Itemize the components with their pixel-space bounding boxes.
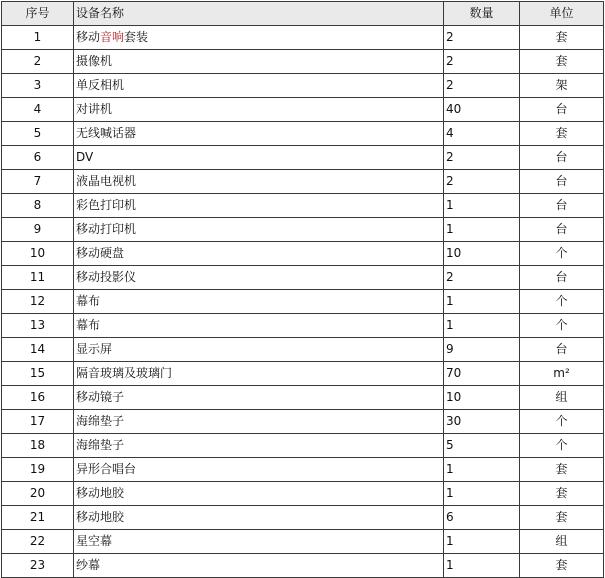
table-row xyxy=(2,554,604,578)
cell-name: 移动硬盘 xyxy=(74,242,444,266)
header-index: 序号 xyxy=(2,2,74,26)
cell-name: DV xyxy=(74,146,444,170)
cell-index: 16 xyxy=(2,386,74,410)
cell-quantity: 10 xyxy=(444,386,520,410)
cell-index: 23 xyxy=(2,554,74,578)
cell-index: 4 xyxy=(2,98,74,122)
cell-index: 10 xyxy=(2,242,74,266)
table-row xyxy=(2,26,604,50)
cell-unit: 组 xyxy=(520,386,604,410)
cell-unit: 个 xyxy=(520,290,604,314)
cell-quantity: 2 xyxy=(444,170,520,194)
cell-name: 单反相机 xyxy=(74,74,444,98)
cell-quantity: 2 xyxy=(444,50,520,74)
cell-index: 8 xyxy=(2,194,74,218)
cell-quantity: 70 xyxy=(444,362,520,386)
cell-unit: 台 xyxy=(520,218,604,242)
cell-name: 纱幕 xyxy=(74,554,444,578)
cell-unit: 套 xyxy=(520,506,604,530)
cell-index: 17 xyxy=(2,410,74,434)
table-row xyxy=(2,290,604,314)
cell-unit: 套 xyxy=(520,26,604,50)
cell-unit: m² xyxy=(520,362,604,386)
cell-name: 海绵垫子 xyxy=(74,434,444,458)
cell-name: 液晶电视机 xyxy=(74,170,444,194)
table-row xyxy=(2,314,604,338)
cell-quantity: 2 xyxy=(444,266,520,290)
cell-name: 移动地胶 xyxy=(74,482,444,506)
cell-unit: 台 xyxy=(520,338,604,362)
cell-name: 星空幕 xyxy=(74,530,444,554)
cell-name: 异形合唱台 xyxy=(74,458,444,482)
cell-quantity: 2 xyxy=(444,146,520,170)
cell-unit: 台 xyxy=(520,146,604,170)
cell-unit: 台 xyxy=(520,170,604,194)
cell-name: 移动投影仪 xyxy=(74,266,444,290)
cell-name: 幕布 xyxy=(74,290,444,314)
table-row xyxy=(2,194,604,218)
cell-quantity: 10 xyxy=(444,242,520,266)
cell-index: 13 xyxy=(2,314,74,338)
cell-unit: 套 xyxy=(520,482,604,506)
cell-index: 11 xyxy=(2,266,74,290)
cell-unit: 台 xyxy=(520,266,604,290)
cell-index: 18 xyxy=(2,434,74,458)
cell-index: 22 xyxy=(2,530,74,554)
cell-unit: 套 xyxy=(520,50,604,74)
name-part: 套装 xyxy=(124,30,149,44)
cell-name: 移动镜子 xyxy=(74,386,444,410)
cell-index: 19 xyxy=(2,458,74,482)
cell-name xyxy=(74,26,444,50)
table-body xyxy=(2,2,604,578)
cell-unit: 个 xyxy=(520,434,604,458)
cell-quantity: 1 xyxy=(444,554,520,578)
table-row xyxy=(2,218,604,242)
header-unit: 单位 xyxy=(520,2,604,26)
cell-quantity: 1 xyxy=(444,482,520,506)
equipment-table xyxy=(1,1,604,578)
cell-quantity: 2 xyxy=(444,26,520,50)
cell-index: 7 xyxy=(2,170,74,194)
cell-quantity: 1 xyxy=(444,218,520,242)
cell-unit: 套 xyxy=(520,458,604,482)
cell-index: 3 xyxy=(2,74,74,98)
cell-quantity: 1 xyxy=(444,530,520,554)
table-header-row xyxy=(2,2,604,26)
table-row xyxy=(2,410,604,434)
cell-name: 海绵垫子 xyxy=(74,410,444,434)
cell-name: 对讲机 xyxy=(74,98,444,122)
table-row xyxy=(2,146,604,170)
cell-quantity: 2 xyxy=(444,74,520,98)
cell-index: 9 xyxy=(2,218,74,242)
cell-unit: 套 xyxy=(520,554,604,578)
cell-unit: 架 xyxy=(520,74,604,98)
cell-name: 无线喊话器 xyxy=(74,122,444,146)
cell-quantity: 30 xyxy=(444,410,520,434)
cell-quantity: 40 xyxy=(444,98,520,122)
cell-index: 20 xyxy=(2,482,74,506)
cell-quantity: 1 xyxy=(444,194,520,218)
table-row xyxy=(2,506,604,530)
cell-index: 2 xyxy=(2,50,74,74)
cell-index: 21 xyxy=(2,506,74,530)
cell-unit: 台 xyxy=(520,98,604,122)
cell-name: 幕布 xyxy=(74,314,444,338)
table-row xyxy=(2,434,604,458)
cell-quantity: 9 xyxy=(444,338,520,362)
cell-quantity: 5 xyxy=(444,434,520,458)
cell-quantity: 6 xyxy=(444,506,520,530)
cell-name: 显示屏 xyxy=(74,338,444,362)
cell-index: 6 xyxy=(2,146,74,170)
cell-name: 摄像机 xyxy=(74,50,444,74)
cell-index: 1 xyxy=(2,26,74,50)
cell-quantity: 1 xyxy=(444,290,520,314)
cell-unit: 个 xyxy=(520,242,604,266)
cell-name: 隔音玻璃及玻璃门 xyxy=(74,362,444,386)
table-row xyxy=(2,242,604,266)
table-row xyxy=(2,362,604,386)
cell-name: 移动地胶 xyxy=(74,506,444,530)
table-row xyxy=(2,74,604,98)
cell-quantity: 4 xyxy=(444,122,520,146)
table-row xyxy=(2,338,604,362)
cell-unit: 台 xyxy=(520,194,604,218)
cell-name: 移动打印机 xyxy=(74,218,444,242)
cell-name: 彩色打印机 xyxy=(74,194,444,218)
cell-index: 15 xyxy=(2,362,74,386)
cell-index: 12 xyxy=(2,290,74,314)
table-row xyxy=(2,98,604,122)
table-row xyxy=(2,170,604,194)
header-name: 设备名称 xyxy=(74,2,444,26)
name-part: 移动 xyxy=(76,30,101,44)
table-row xyxy=(2,122,604,146)
cell-index: 14 xyxy=(2,338,74,362)
cell-quantity: 1 xyxy=(444,314,520,338)
table-row xyxy=(2,482,604,506)
cell-quantity: 1 xyxy=(444,458,520,482)
cell-unit: 套 xyxy=(520,122,604,146)
cell-unit: 个 xyxy=(520,410,604,434)
cell-unit: 组 xyxy=(520,530,604,554)
cell-unit: 个 xyxy=(520,314,604,338)
table-row xyxy=(2,50,604,74)
table-row xyxy=(2,266,604,290)
table-row xyxy=(2,530,604,554)
header-quantity: 数量 xyxy=(444,2,520,26)
cell-index: 5 xyxy=(2,122,74,146)
table-row xyxy=(2,458,604,482)
table-row xyxy=(2,386,604,410)
highlighted-text: 音响 xyxy=(100,30,125,44)
